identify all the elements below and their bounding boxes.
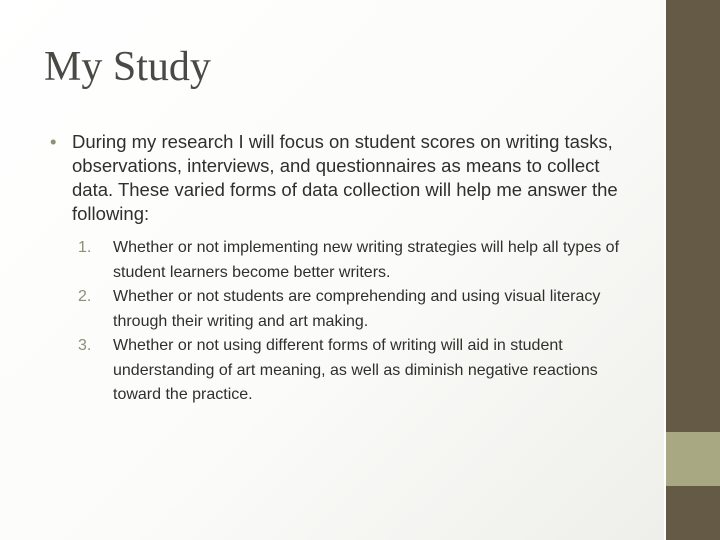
bullet-point [50, 130, 640, 226]
list-item-text: Whether or not students are comprehending and using visual literacy through their writing and art making. [113, 288, 601, 330]
bullet-text: During my research I will focus on student scores on writing tasks, observations, interviews, and questionnaires as means to collect data. These varied forms of data collection will help me answer the following: [72, 131, 618, 224]
list-item [78, 334, 640, 408]
slide-body [50, 130, 640, 408]
list-item [78, 285, 640, 334]
list-item-number: 2. [78, 288, 92, 305]
slide-title: My Study [44, 44, 211, 90]
list-item-number: 1. [78, 239, 92, 256]
list-item-text: Whether or not using different forms of writing will aid in student understanding of art meaning, as well as diminish negative reactions toward the practice. [113, 337, 598, 403]
list-item-text: Whether or not implementing new writing strategies will help all types of student learners become better writers. [113, 239, 620, 281]
numbered-list [50, 236, 640, 408]
list-item [78, 236, 640, 285]
sidebar-accent-block [666, 432, 720, 486]
list-item-number: 3. [78, 337, 92, 354]
bullet-icon: • [50, 131, 57, 152]
